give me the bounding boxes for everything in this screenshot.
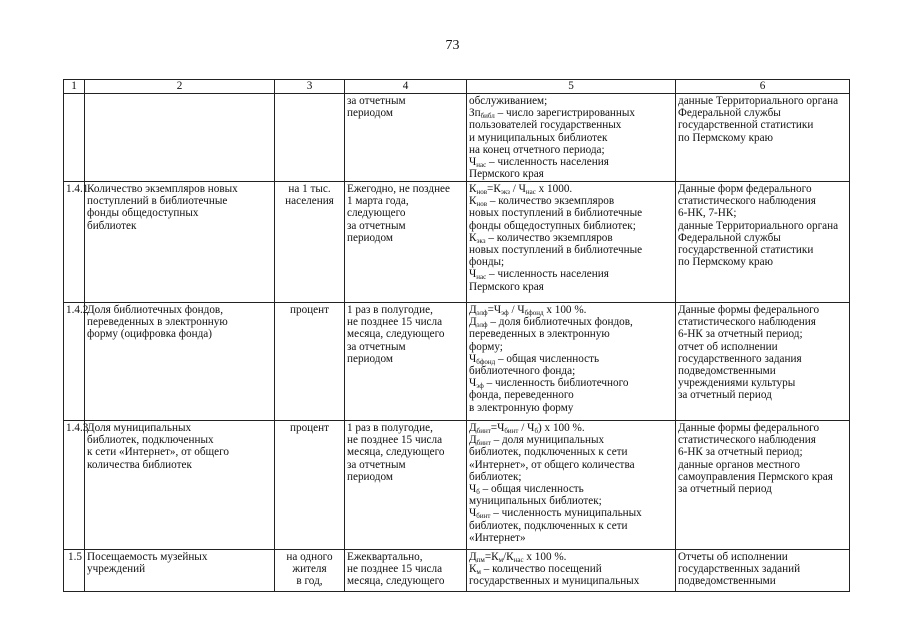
formula-text: х 100 %. bbox=[543, 304, 587, 316]
source-line: подведомственными bbox=[678, 575, 776, 588]
indicator-source bbox=[676, 94, 850, 182]
formula-text: =К bbox=[487, 183, 501, 195]
formula-line bbox=[469, 195, 673, 207]
formula-subscript: бинт bbox=[476, 512, 491, 521]
source-line: за отчетный период bbox=[678, 389, 772, 402]
name-line: Доля библиотечных фондов, bbox=[87, 304, 224, 316]
indicator-unit bbox=[275, 303, 345, 421]
table-row bbox=[64, 550, 850, 592]
period-line: следующего bbox=[347, 207, 406, 220]
indicator-formula bbox=[467, 303, 676, 421]
formula-text: /К bbox=[503, 551, 514, 563]
name-line: библиотек bbox=[87, 219, 137, 232]
period-line: Ежеквартально, bbox=[347, 551, 423, 563]
period-line: Ежегодно, не позднее bbox=[347, 183, 450, 195]
name-line: количества библиотек bbox=[87, 458, 192, 471]
period-line: месяца, следующего bbox=[347, 328, 445, 341]
period-line: за отчетным bbox=[347, 219, 406, 232]
formula-text: К bbox=[469, 563, 477, 576]
indicator-number-text: 1.4.1 bbox=[66, 183, 89, 195]
formula-text: Зп bbox=[469, 107, 481, 120]
formula-line bbox=[469, 389, 673, 401]
indicator-source bbox=[676, 182, 850, 303]
indicator-source bbox=[676, 421, 850, 550]
formula-subscript: эф bbox=[501, 309, 509, 317]
formula-line bbox=[469, 422, 673, 434]
formula-text: фонды; bbox=[469, 256, 505, 269]
formula-text: библиотек, подключенных к сети bbox=[469, 519, 628, 532]
formula-text: фонда, переведенного bbox=[469, 389, 574, 402]
formula-line bbox=[469, 304, 673, 316]
indicator-unit bbox=[275, 550, 345, 592]
indicators-table bbox=[63, 79, 850, 592]
formula-line bbox=[469, 281, 673, 293]
formula-text: и муниципальных библиотек bbox=[469, 131, 608, 144]
formula-line bbox=[469, 256, 673, 268]
formula-subscript: экз bbox=[476, 236, 486, 245]
unit-line: населения bbox=[285, 195, 334, 208]
formula-subscript: пм bbox=[476, 556, 485, 564]
formula-line bbox=[469, 132, 673, 144]
formula-text: – количество экземпляров bbox=[487, 195, 615, 208]
formula-text: переведенных в электронную bbox=[469, 328, 610, 341]
formula-text: форму; bbox=[469, 340, 503, 353]
name-line: библиотек, подключенных bbox=[87, 434, 214, 447]
unit-line: на одного bbox=[286, 551, 333, 563]
formula-text: новых поступлений в библиотечные bbox=[469, 207, 643, 220]
source-line: государственной статистики bbox=[678, 244, 814, 257]
formula-subscript: нас bbox=[476, 161, 487, 170]
formula-text: Д bbox=[469, 422, 477, 434]
formula-text: Д bbox=[469, 434, 477, 447]
period-line: 1 марта года, bbox=[347, 195, 409, 208]
formula-text: Пермского края bbox=[469, 168, 544, 181]
source-line: государственного задания bbox=[678, 352, 802, 365]
formula-line bbox=[469, 353, 673, 365]
indicator-period bbox=[345, 94, 467, 182]
name-line: форму (оцифровка фонда) bbox=[87, 328, 212, 341]
source-line: Федеральной службы bbox=[678, 231, 781, 244]
formula-text: Д bbox=[469, 316, 477, 329]
formula-line bbox=[469, 471, 673, 483]
source-line: учреждениями культуры bbox=[678, 377, 796, 390]
column-number: 5 bbox=[467, 80, 676, 94]
indicator-number-text: 1.5 bbox=[68, 551, 82, 563]
formula-text: – количество экземпляров bbox=[485, 231, 613, 244]
indicator-period bbox=[345, 303, 467, 421]
formula-subscript: бфонд bbox=[524, 309, 544, 317]
page-number: 73 bbox=[445, 38, 460, 53]
formula-line bbox=[469, 156, 673, 168]
period-line: периодом bbox=[347, 352, 393, 365]
name-line: переведенных в электронную bbox=[87, 316, 228, 329]
indicator-unit bbox=[275, 182, 345, 303]
unit-line: в год, bbox=[296, 575, 323, 588]
indicator-name bbox=[85, 182, 275, 303]
indicator-number-text: 1.4.3 bbox=[66, 422, 89, 434]
period-line: периодом bbox=[347, 107, 393, 120]
indicator-name bbox=[85, 421, 275, 550]
period-line: 1 раз в полугодие, bbox=[347, 422, 433, 434]
formula-text: – численность библиотечного bbox=[483, 377, 629, 390]
formula-line bbox=[469, 551, 673, 563]
formula-text: обслуживанием; bbox=[469, 95, 548, 107]
indicator-number bbox=[64, 421, 89, 550]
formula-text: К bbox=[469, 195, 477, 208]
period-line: не позднее 15 числа bbox=[347, 434, 443, 447]
column-number: 2 bbox=[85, 80, 275, 94]
formula-text: Д bbox=[469, 304, 477, 316]
formula-line bbox=[469, 95, 673, 107]
name-line: поступлений в библиотечные bbox=[87, 195, 228, 208]
formula-line bbox=[469, 168, 673, 180]
formula-text: в электронную форму bbox=[469, 401, 574, 414]
formula-text: / Ч bbox=[508, 304, 525, 316]
formula-text: – число зарегистрированных bbox=[494, 107, 636, 120]
formula-line bbox=[469, 207, 673, 219]
indicator-number bbox=[64, 94, 85, 182]
name-line: Доля муниципальных bbox=[87, 422, 192, 434]
formula-line bbox=[469, 434, 673, 446]
formula-line bbox=[469, 268, 673, 280]
source-line: государственной статистики bbox=[678, 119, 814, 132]
formula-subscript: нас bbox=[476, 273, 487, 282]
formula-text: – численность муниципальных bbox=[490, 507, 642, 520]
formula-line bbox=[469, 377, 673, 389]
formula-text: =К bbox=[484, 551, 499, 563]
indicator-period bbox=[345, 182, 467, 303]
unit-line: на 1 тыс. bbox=[288, 183, 331, 195]
formula-subscript: нов bbox=[476, 200, 488, 209]
column-number: 3 bbox=[275, 80, 345, 94]
formula-text: – численность населения bbox=[486, 268, 609, 281]
period-line: 1 раз в полугодие, bbox=[347, 304, 433, 316]
period-line: не позднее 15 числа bbox=[347, 316, 443, 329]
formula-subscript: эф bbox=[476, 382, 484, 391]
formula-line bbox=[469, 575, 673, 587]
formula-text: новых поступлений в библиотечные bbox=[469, 244, 643, 257]
formula-subscript: нов bbox=[476, 188, 488, 196]
formula-subscript: бфонд bbox=[476, 357, 496, 366]
source-line: подведомственными bbox=[678, 365, 776, 378]
formula-line bbox=[469, 563, 673, 575]
name-line: Посещаемость музейных bbox=[87, 551, 208, 563]
formula-text: – численность населения bbox=[486, 156, 609, 169]
formula-line bbox=[469, 365, 673, 377]
indicator-name bbox=[85, 94, 275, 182]
period-line: не позднее 15 числа bbox=[347, 563, 443, 576]
formula-text: Пермского края bbox=[469, 280, 544, 293]
formula-text: библиотек; bbox=[469, 470, 522, 483]
formula-line bbox=[469, 119, 673, 131]
source-line: Федеральной службы bbox=[678, 107, 781, 120]
formula-subscript: библ bbox=[480, 112, 495, 121]
source-line: данные Территориального органа bbox=[678, 219, 839, 232]
formula-subscript: элф bbox=[476, 309, 488, 317]
formula-line bbox=[469, 316, 673, 328]
formula-subscript: бинт bbox=[476, 439, 491, 448]
period-line: периодом bbox=[347, 470, 393, 483]
formula-subscript: б bbox=[534, 427, 539, 435]
formula-line bbox=[469, 402, 673, 414]
column-number: 1 bbox=[64, 80, 85, 94]
unit-line: жителя bbox=[292, 563, 327, 576]
period-line: периодом bbox=[347, 231, 393, 244]
formula-line bbox=[469, 495, 673, 507]
formula-text: Ч bbox=[469, 352, 477, 365]
source-line: самоуправления Пермского края bbox=[678, 470, 833, 483]
formula-line bbox=[469, 446, 673, 458]
period-line: месяца, следующего bbox=[347, 575, 445, 588]
indicator-period bbox=[345, 421, 467, 550]
page-bottom-margin bbox=[0, 605, 905, 640]
name-line: фонды общедоступных bbox=[87, 207, 199, 220]
formula-text: – общая численность bbox=[479, 483, 584, 496]
indicator-name bbox=[85, 550, 275, 592]
formula-line bbox=[469, 232, 673, 244]
formula-line bbox=[469, 183, 673, 195]
period-line: за отчетным bbox=[347, 95, 406, 107]
column-number: 4 bbox=[345, 80, 467, 94]
indicator-source bbox=[676, 550, 850, 592]
period-line: за отчетным bbox=[347, 340, 406, 353]
period-line: за отчетным bbox=[347, 458, 406, 471]
source-line: данные органов местного bbox=[678, 458, 800, 471]
source-line: данные Территориального органа bbox=[678, 95, 839, 107]
table-row bbox=[64, 303, 850, 421]
name-line: к сети «Интернет», от общего bbox=[87, 446, 230, 459]
source-line: статистического наблюдения bbox=[678, 316, 816, 329]
source-line: Отчеты об исполнении bbox=[678, 551, 788, 563]
indicator-formula bbox=[467, 94, 676, 182]
indicator-name bbox=[85, 303, 275, 421]
formula-subscript: бинт bbox=[476, 427, 491, 435]
formula-subscript: м bbox=[498, 556, 504, 564]
formula-text: муниципальных библиотек; bbox=[469, 495, 602, 508]
formula-text: «Интернет» bbox=[469, 531, 526, 544]
source-line: по Пермскому краю bbox=[678, 256, 773, 269]
column-number-row bbox=[64, 80, 850, 94]
formula-text: К bbox=[469, 231, 477, 244]
indicator-formula bbox=[467, 182, 676, 303]
formula-text: пользователей государственных bbox=[469, 119, 622, 132]
formula-text: ) х 100 %. bbox=[538, 422, 585, 434]
source-line: 6-НК за отчетный период; bbox=[678, 328, 803, 341]
source-line: государственных заданий bbox=[678, 563, 801, 576]
indicator-number bbox=[64, 182, 89, 303]
source-line: статистического наблюдения bbox=[678, 195, 816, 208]
formula-line bbox=[469, 459, 673, 471]
indicator-number bbox=[64, 550, 85, 592]
formula-text: К bbox=[469, 183, 477, 195]
formula-text: на конец отчетного периода; bbox=[469, 143, 605, 156]
unit-line: процент bbox=[289, 304, 329, 316]
formula-subscript: бинт bbox=[504, 427, 519, 435]
formula-text: Ч bbox=[469, 156, 477, 169]
formula-subscript: б bbox=[476, 488, 480, 497]
source-line: по Пермскому краю bbox=[678, 131, 773, 144]
formula-line bbox=[469, 220, 673, 232]
formula-line bbox=[469, 532, 673, 544]
source-line: отчет об исполнении bbox=[678, 340, 778, 353]
formula-text: – общая численность bbox=[495, 352, 600, 365]
source-line: за отчетный период bbox=[678, 483, 772, 496]
indicator-number-text: 1.4.2 bbox=[66, 304, 89, 316]
indicator-formula bbox=[467, 550, 676, 592]
indicator-period bbox=[345, 550, 467, 592]
formula-text: х 100 %. bbox=[523, 551, 567, 563]
unit-line: процент bbox=[289, 422, 329, 434]
formula-subscript: м bbox=[476, 568, 481, 577]
formula-line bbox=[469, 328, 673, 340]
formula-text: – количество посещений bbox=[480, 563, 602, 576]
formula-text: / Ч bbox=[509, 183, 526, 195]
indicator-number bbox=[64, 303, 89, 421]
formula-text: – доля библиотечных фондов, bbox=[487, 316, 633, 329]
formula-text: Ч bbox=[469, 268, 477, 281]
formula-text: – доля муниципальных bbox=[490, 434, 605, 447]
formula-text: фонды общедоступных библиотек; bbox=[469, 219, 636, 232]
formula-line bbox=[469, 483, 673, 495]
period-line: месяца, следующего bbox=[347, 446, 445, 459]
formula-line bbox=[469, 107, 673, 119]
formula-line bbox=[469, 244, 673, 256]
formula-line bbox=[469, 341, 673, 353]
table-row bbox=[64, 421, 850, 550]
name-line: учреждений bbox=[87, 563, 146, 576]
formula-subscript: нас bbox=[525, 188, 536, 196]
column-number: 6 bbox=[676, 80, 850, 94]
formula-text: Ч bbox=[469, 507, 477, 520]
formula-text: =Ч bbox=[490, 422, 505, 434]
source-line: 6-НК, 7-НК; bbox=[678, 207, 737, 220]
indicator-source bbox=[676, 303, 850, 421]
formula-text: библиотек, подключенных к сети bbox=[469, 446, 628, 459]
source-line: Данные форм федерального bbox=[678, 183, 812, 195]
indicator-unit bbox=[275, 421, 345, 550]
formula-text: / Ч bbox=[518, 422, 535, 434]
name-line: Количество экземпляров новых bbox=[87, 183, 238, 195]
formula-text: библиотечного фонда; bbox=[469, 365, 576, 378]
formula-text: Ч bbox=[469, 483, 477, 496]
formula-text: =Ч bbox=[487, 304, 502, 316]
formula-subscript: нас bbox=[513, 556, 524, 564]
source-line: Данные формы федерального bbox=[678, 422, 820, 434]
source-line: 6-НК за отчетный период; bbox=[678, 446, 803, 459]
indicator-formula bbox=[467, 421, 676, 550]
formula-subscript: экз bbox=[500, 188, 510, 196]
table-row bbox=[64, 94, 850, 182]
formula-subscript: элф bbox=[476, 321, 488, 330]
formula-line bbox=[469, 144, 673, 156]
indicator-unit bbox=[275, 94, 345, 182]
formula-text: Д bbox=[469, 551, 477, 563]
formula-line bbox=[469, 520, 673, 532]
formula-text: «Интернет», от общего количества bbox=[469, 458, 635, 471]
formula-text: х 1000. bbox=[535, 183, 573, 195]
formula-text: Ч bbox=[469, 377, 477, 390]
source-line: статистического наблюдения bbox=[678, 434, 816, 447]
formula-line bbox=[469, 507, 673, 519]
source-line: Данные формы федерального bbox=[678, 304, 820, 316]
table-row bbox=[64, 182, 850, 303]
formula-text: государственных и муниципальных bbox=[469, 575, 640, 588]
